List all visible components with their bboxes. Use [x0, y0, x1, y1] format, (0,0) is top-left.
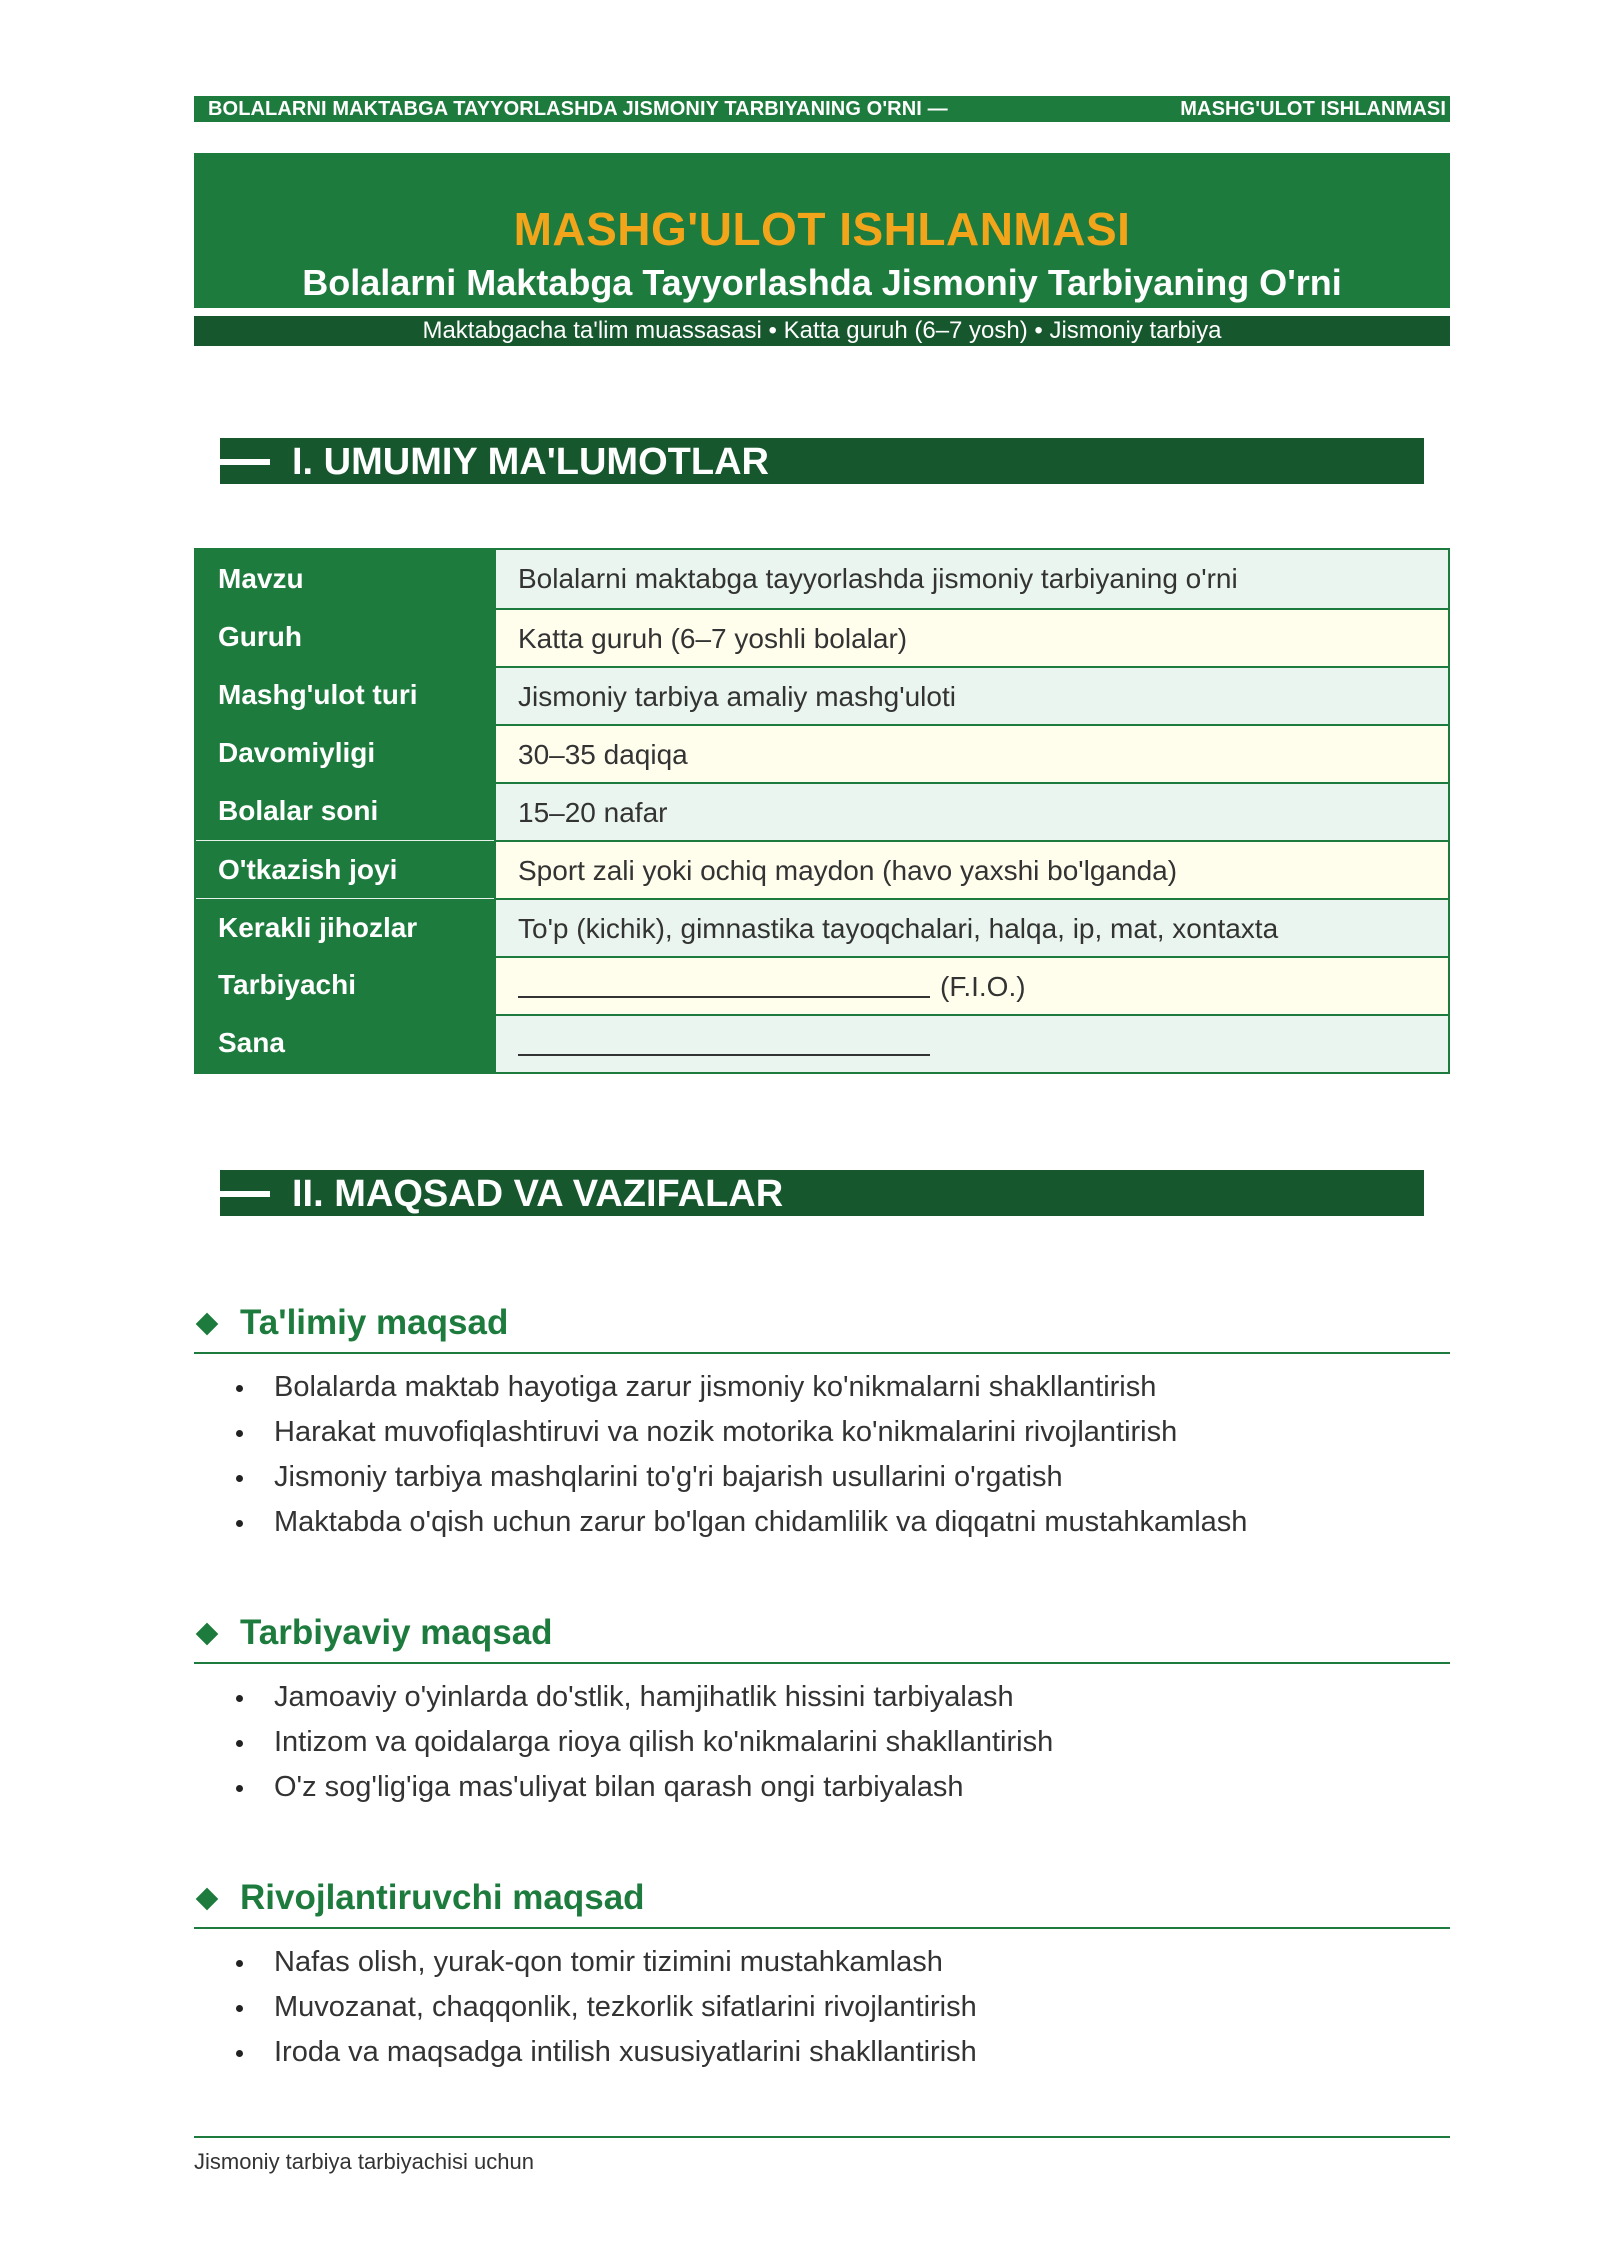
- upbringing-goal-list: [232, 1675, 1432, 1810]
- table-row: [196, 608, 1448, 666]
- subsection-title: Ta'limiy maqsad: [240, 1303, 509, 1342]
- title-banner: [194, 153, 1450, 308]
- table-row: [196, 840, 1448, 898]
- row-key: Kerakli jihozlar: [196, 898, 494, 956]
- developmental-goal-list: [232, 1940, 1432, 2075]
- row-value: To'p (kichik), gimnastika tayoqchalari, halqa, ip, mat, xontaxta: [494, 898, 1448, 956]
- section-heading-label: II. MAQSAD VA VAZIFALAR: [292, 1173, 784, 1215]
- row-value: Katta guruh (6–7 yoshli bolalar): [494, 608, 1448, 666]
- row-key: O'tkazish joyi: [196, 840, 494, 898]
- diamond-icon: [196, 1313, 219, 1336]
- section-heading-label: I. UMUMIY MA'LUMOTLAR: [292, 441, 769, 483]
- table-row: [196, 782, 1448, 840]
- diamond-icon: [196, 1623, 219, 1646]
- list-item: Jismoniy tarbiya mashqlarini to'g'ri bajarish usullarini o'rgatish: [232, 1455, 1432, 1500]
- document-title: MASHG'ULOT ISHLANMASI: [513, 203, 1131, 255]
- row-key: Mashg'ulot turi: [196, 666, 494, 724]
- table-row: [196, 550, 1448, 608]
- row-value: Jismoniy tarbiya amaliy mashg'uloti: [494, 666, 1448, 724]
- list-item: Intizom va qoidalarga rioya qilish ko'nikmalarini shakllantirish: [232, 1720, 1432, 1765]
- footer-text: Jismoniy tarbiya tarbiyachisi uchun: [194, 2149, 534, 2174]
- date-blank-line: [518, 1016, 930, 1056]
- heading-dash-icon: [220, 1191, 270, 1197]
- document-subtitle: Bolalarni Maktabga Tayyorlashda Jismoniy Tarbiyaning O'rni: [302, 262, 1342, 303]
- section-heading-general-info: [220, 438, 1424, 484]
- section-heading-goals: [220, 1170, 1424, 1216]
- row-value: 15–20 nafar: [494, 782, 1448, 840]
- banner-info-line: Maktabgacha ta'lim muassasasi • Katta guruh (6–7 yosh) • Jismoniy tarbiya: [194, 316, 1450, 346]
- running-header: [194, 96, 1450, 122]
- running-header-left: BOLALARNI MAKTABGA TAYYORLASHDA JISMONIY TARBIYANING O'RNI —: [208, 98, 948, 120]
- table-row: [196, 956, 1448, 1014]
- subsection-title: Rivojlantiruvchi maqsad: [240, 1878, 645, 1917]
- teacher-name-hint: (F.I.O.): [940, 971, 1026, 1002]
- row-value: Bolalarni maktabga tayyorlashda jismoniy tarbiyaning o'rni: [494, 550, 1448, 608]
- table-row: [196, 666, 1448, 724]
- table-row: [196, 1014, 1448, 1072]
- row-key: Sana: [196, 1014, 494, 1072]
- heading-dash-icon: [220, 459, 270, 465]
- general-info-table: [194, 548, 1450, 1074]
- educational-goal-list: [232, 1365, 1432, 1545]
- list-item: Harakat muvofiqlashtiruvi va nozik motorika ko'nikmalarini rivojlantirish: [232, 1410, 1432, 1455]
- list-item: Bolalarda maktab hayotiga zarur jismoniy ko'nikmalarni shakllantirish: [232, 1365, 1432, 1410]
- list-item: Maktabda o'qish uchun zarur bo'lgan chidamlilik va diqqatni mustahkamlash: [232, 1500, 1432, 1545]
- row-value: 30–35 daqiqa: [494, 724, 1448, 782]
- list-item: Jamoaviy o'yinlarda do'stlik, hamjihatlik hissini tarbiyalash: [232, 1675, 1432, 1720]
- list-item: Nafas olish, yurak-qon tomir tizimini mustahkamlash: [232, 1940, 1432, 1985]
- row-key: Mavzu: [196, 550, 494, 608]
- list-item: O'z sog'lig'iga mas'uliyat bilan qarash ongi tarbiyalash: [232, 1765, 1432, 1810]
- subsection-title: Tarbiyaviy maqsad: [240, 1613, 553, 1652]
- row-value: [494, 1014, 1448, 1072]
- subsection-heading-educational-goal: [194, 1298, 1450, 1354]
- row-key: Bolalar soni: [196, 782, 494, 840]
- subsection-heading-developmental-goal: [194, 1873, 1450, 1929]
- running-header-right: MASHG'ULOT ISHLANMASI: [1180, 98, 1446, 120]
- table-row: [196, 898, 1448, 956]
- row-key: Guruh: [196, 608, 494, 666]
- row-key: Davomiyligi: [196, 724, 494, 782]
- list-item: Muvozanat, chaqqonlik, tezkorlik sifatlarini rivojlantirish: [232, 1985, 1432, 2030]
- footer-divider: [194, 2136, 1450, 2138]
- table-row: [196, 724, 1448, 782]
- teacher-name-blank-line: [518, 958, 930, 998]
- row-value: Sport zali yoki ochiq maydon (havo yaxshi bo'lganda): [494, 840, 1448, 898]
- diamond-icon: [196, 1888, 219, 1911]
- row-value: [494, 956, 1448, 1014]
- subsection-heading-upbringing-goal: [194, 1608, 1450, 1664]
- row-key: Tarbiyachi: [196, 956, 494, 1014]
- list-item: Iroda va maqsadga intilish xususiyatlarini shakllantirish: [232, 2030, 1432, 2075]
